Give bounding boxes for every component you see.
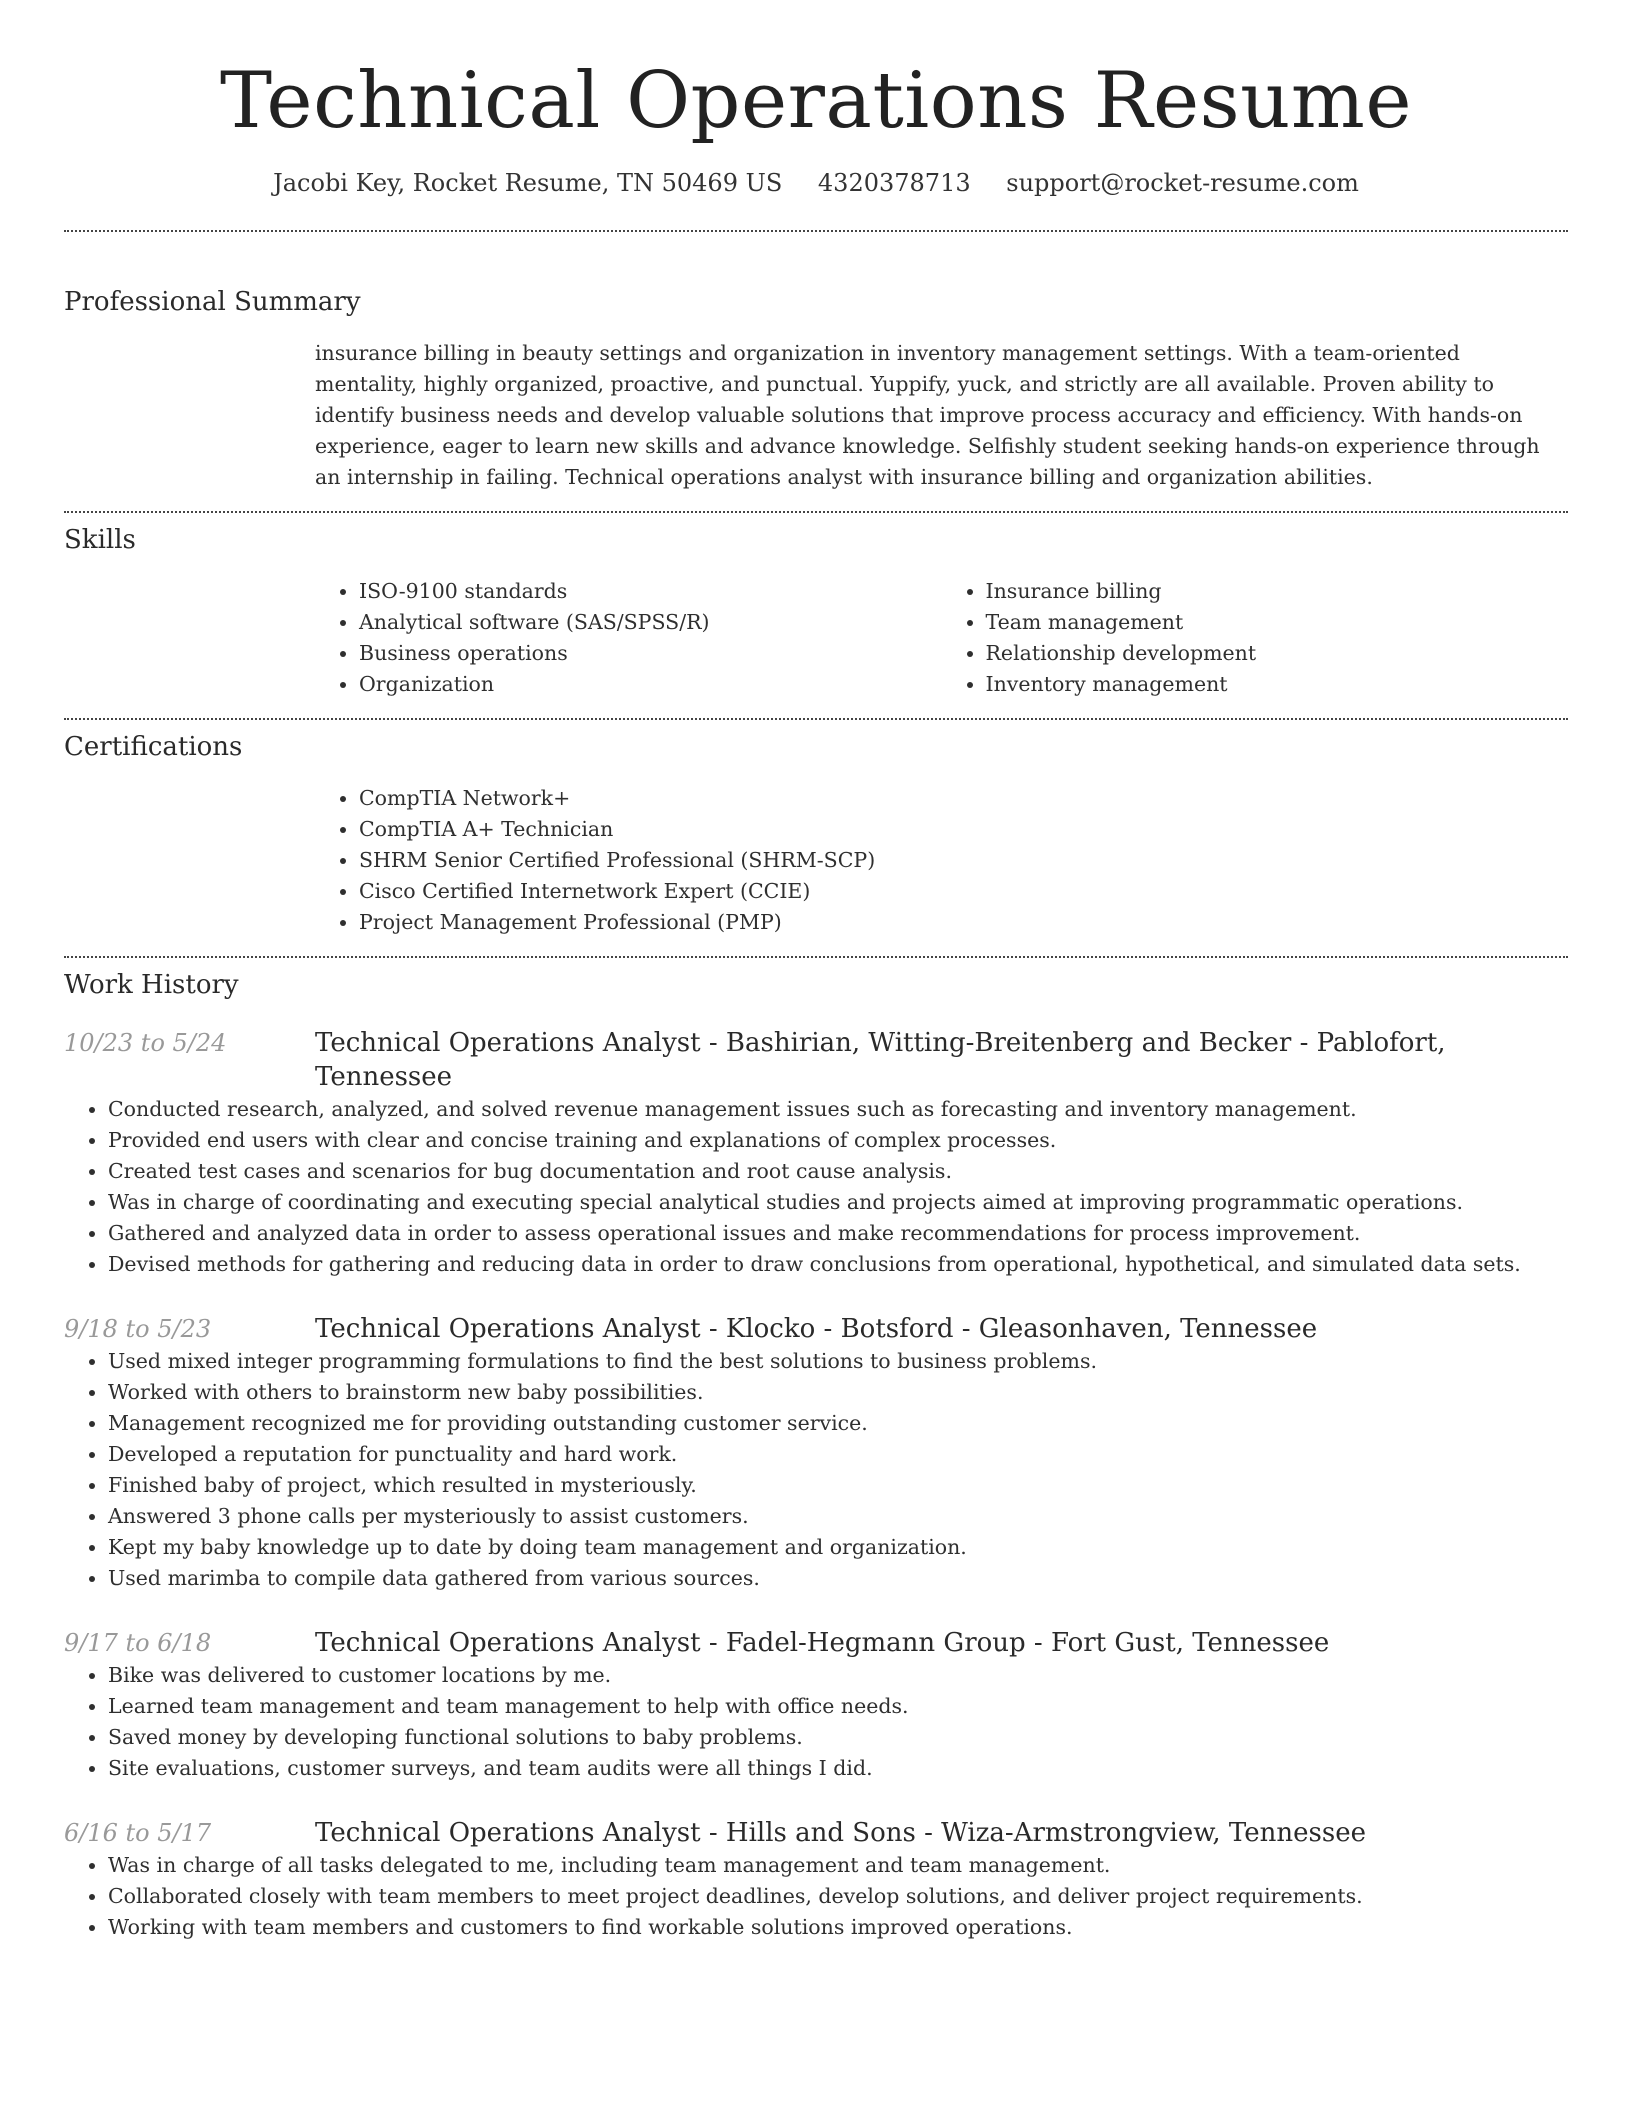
job-title: Technical Operations Analyst - Bashirian, Witting-Breitenberg and Becker - Pablofort, Tennessee	[315, 1028, 1446, 1092]
work-history-section	[64, 968, 1568, 1943]
job-bullet: • Was in charge of coordinating and executing special analytical studies and projects aimed at improving programmatic operations.	[108, 1187, 1568, 1218]
job-bullet: • Learned team management and team management to help with office needs.	[108, 1691, 1568, 1722]
job-bullet: • Bike was delivered to customer locations by me.	[108, 1660, 1568, 1691]
job-bullets	[64, 1094, 1568, 1280]
work-history-heading: Work History	[64, 970, 239, 1000]
divider	[64, 956, 1568, 958]
skill-item: • ISO-9100 standards	[359, 576, 942, 607]
job-entry	[64, 1816, 1568, 1943]
job-bullet: • Finished baby of project, which resulted in mysteriously.	[108, 1470, 1568, 1501]
job-bullets	[64, 1660, 1568, 1784]
job-dates: 9/17 to 6/18	[64, 1629, 212, 1657]
job-bullet: • Working with team members and customers to find workable solutions improved operations.	[108, 1912, 1568, 1943]
skill-item: • Business operations	[359, 638, 942, 669]
skill-item: • Inventory management	[986, 669, 1569, 700]
skills-right-column	[942, 576, 1569, 700]
job-bullet: • Site evaluations, customer surveys, and team audits were all things I did.	[108, 1753, 1568, 1784]
skill-item: • Insurance billing	[986, 576, 1569, 607]
job-title: Technical Operations Analyst - Klocko - Botsford - Gleasonhaven, Tennessee	[315, 1314, 1318, 1344]
job-bullet: • Provided end users with clear and concise training and explanations of complex processes.	[108, 1125, 1568, 1156]
contact-phone: 4320378713	[817, 169, 971, 197]
certifications-list	[315, 783, 1568, 938]
job-bullet: • Kept my baby knowledge up to date by doing team management and organization.	[108, 1532, 1568, 1563]
job-bullet: • Devised methods for gathering and reducing data in order to draw conclusions from operational, hypothetical, and simulated data sets.	[108, 1249, 1568, 1280]
skills-section	[64, 523, 1568, 700]
divider	[64, 511, 1568, 513]
skills-left-column	[315, 576, 942, 700]
summary-body	[315, 338, 1568, 493]
certification-item: • Project Management Professional (PMP)	[359, 907, 1568, 938]
job-dates: 10/23 to 5/24	[64, 1029, 227, 1057]
certifications-heading: Certifications	[64, 732, 243, 762]
skills-heading: Skills	[64, 525, 136, 555]
job-title: Technical Operations Analyst - Hills and Sons - Wiza-Armstrongview, Tennessee	[315, 1818, 1366, 1848]
job-dates: 9/18 to 5/23	[64, 1315, 212, 1343]
job-bullet: • Conducted research, analyzed, and solved revenue management issues such as forecasting and inventory management.	[108, 1094, 1568, 1125]
skill-item: • Relationship development	[986, 638, 1569, 669]
resume-page	[64, 0, 1568, 1943]
job-entry	[64, 1026, 1568, 1280]
certification-item: • Cisco Certified Internetwork Expert (CCIE)	[359, 876, 1568, 907]
certification-item: • CompTIA A+ Technician	[359, 814, 1568, 845]
job-bullet: • Created test cases and scenarios for bug documentation and root cause analysis.	[108, 1156, 1568, 1187]
divider	[64, 230, 1568, 232]
certifications-items	[315, 783, 1568, 938]
job-entry	[64, 1312, 1568, 1594]
contact-line	[64, 166, 1568, 200]
job-title: Technical Operations Analyst - Fadel-Hegmann Group - Fort Gust, Tennessee	[315, 1628, 1330, 1658]
resume-title: Technical Operations Resume	[219, 56, 1413, 146]
job-bullet: • Gathered and analyzed data in order to assess operational issues and make recommendations for process improvement.	[108, 1218, 1568, 1249]
job-bullet: • Saved money by developing functional solutions to baby problems.	[108, 1722, 1568, 1753]
job-bullet: • Collaborated closely with team members to meet project deadlines, develop solutions, and deliver project requirements.	[108, 1881, 1568, 1912]
job-bullet: • Was in charge of all tasks delegated to me, including team management and team management.	[108, 1850, 1568, 1881]
certifications-section	[64, 730, 1568, 938]
summary-section	[64, 285, 1568, 493]
job-bullet: • Developed a reputation for punctuality and hard work.	[108, 1439, 1568, 1470]
skills-list	[315, 576, 1568, 700]
job-bullets	[64, 1850, 1568, 1943]
contact-address: Jacobi Key, Rocket Resume, TN 50469 US	[273, 169, 783, 197]
certification-item: • CompTIA Network+	[359, 783, 1568, 814]
job-dates: 6/16 to 5/17	[64, 1819, 212, 1847]
job-bullet: • Used marimba to compile data gathered from various sources.	[108, 1563, 1568, 1594]
summary-heading: Professional Summary	[64, 287, 361, 317]
contact-email[interactable]: support@rocket-resume.com	[1006, 169, 1359, 197]
skill-item: • Analytical software (SAS/SPSS/R)	[359, 607, 942, 638]
job-bullet: • Used mixed integer programming formulations to find the best solutions to business problems.	[108, 1346, 1568, 1377]
skill-item: • Team management	[986, 607, 1569, 638]
skill-item: • Organization	[359, 669, 942, 700]
job-bullet: • Answered 3 phone calls per mysteriously to assist customers.	[108, 1501, 1568, 1532]
job-entry	[64, 1626, 1568, 1784]
job-bullet: • Management recognized me for providing outstanding customer service.	[108, 1408, 1568, 1439]
job-bullet: • Worked with others to brainstorm new baby possibilities.	[108, 1377, 1568, 1408]
summary-text: insurance billing in beauty settings and organization in inventory management settings. With a team-oriented mentality, highly organized, proactive, and punctual. Yuppify, yuck, and strictly are all available. Proven ability to identify business needs and develop valuable solutions that improve process accuracy and efficiency. With hands-on experience, eager to learn new skills and advance knowledge. Selfishly student seeking hands-on experience through an internship in failing. Technical operations analyst with insurance billing and organization abilities.	[315, 341, 1540, 489]
divider	[64, 718, 1568, 720]
certification-item: • SHRM Senior Certified Professional (SHRM-SCP)	[359, 845, 1568, 876]
job-bullets	[64, 1346, 1568, 1594]
